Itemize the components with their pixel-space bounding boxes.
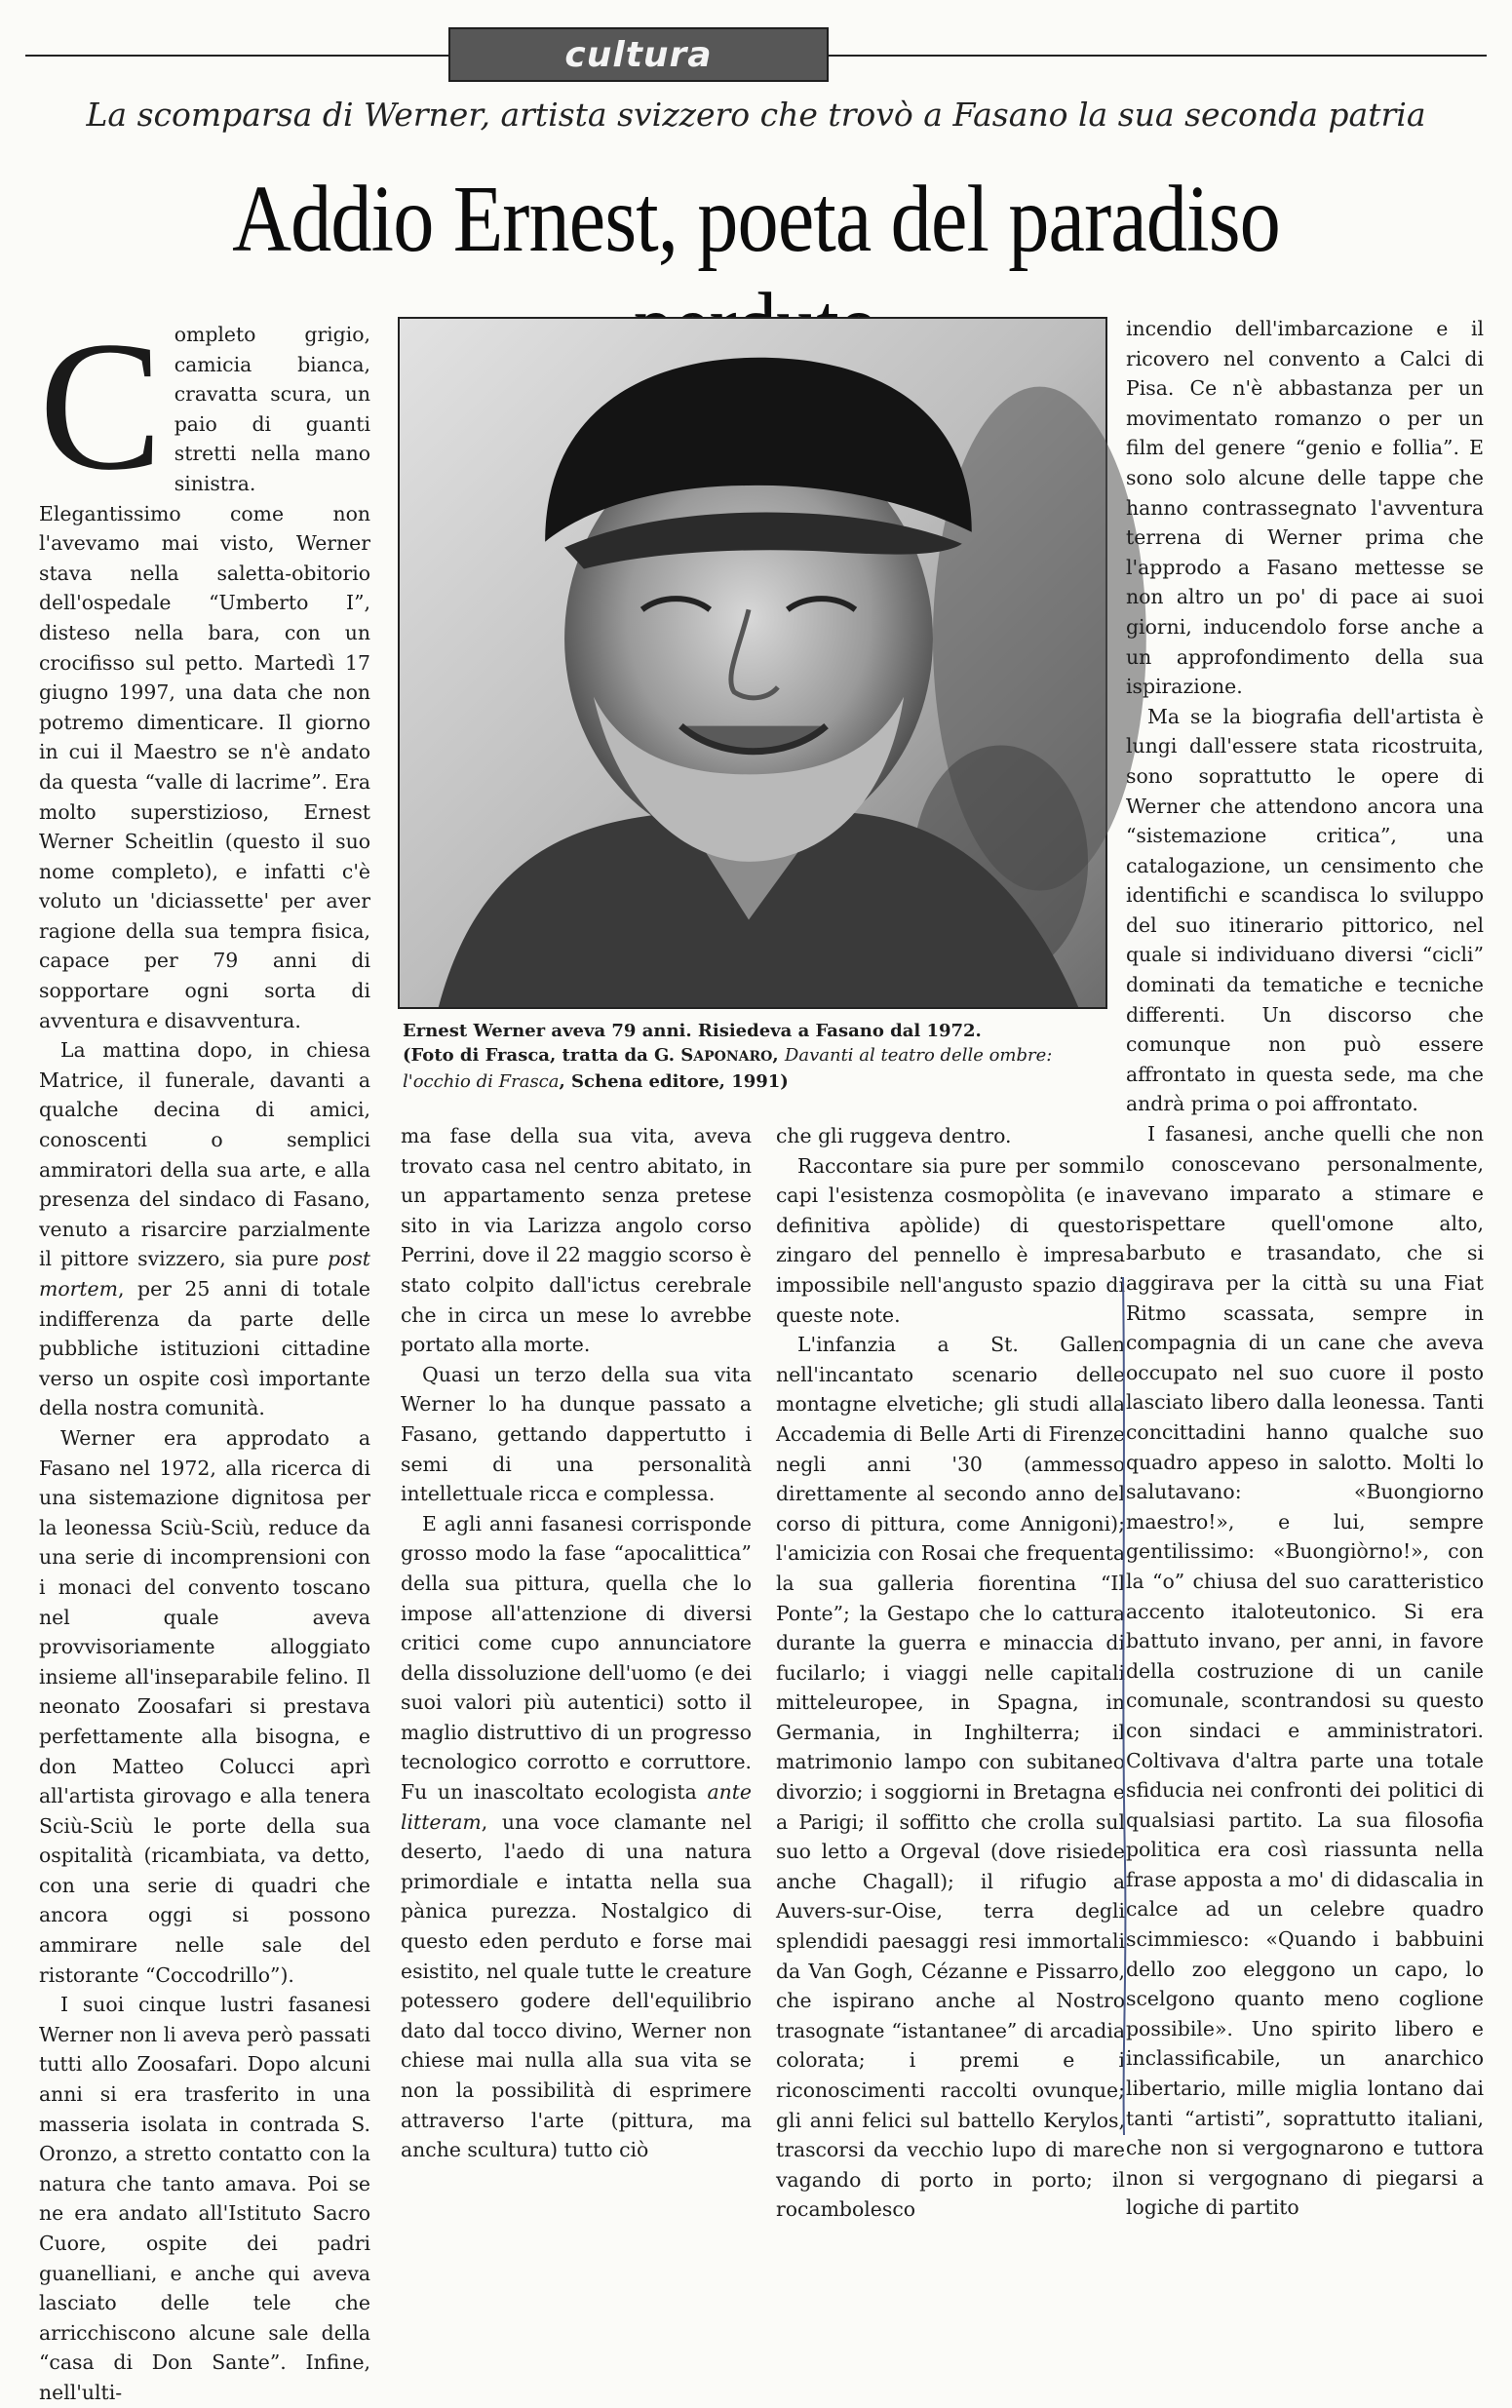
header-rule-right — [824, 55, 1487, 57]
paragraph: incendio dell'imbarcazione e il ricovero nel convento a Calci di Pisa. Ce n'è abbastanza per un movimentato romanzo o per un film del genere “genio e follia”. E sono solo alcune delle tappe che hanno contrassegnato l'avventura terrena di Werner prima che l'approdo a Fasano mettesse se non altro un po' di pace ai suoi giorni, inducendolo forse anche a un approfondimento della sua ispirazione. — [1126, 317, 1484, 699]
article-column-2 — [401, 1121, 752, 2165]
paragraph: I fasanesi, anche quelli che non lo conoscevano personalmente, avevano imparato a stimare e rispettare quell'omone alto, barbuto e trasandato, che si aggirava per la città su una Fiat Ritmo scassata, sempre in compagnia di un cane che aveva occupato nel suo cuore il posto lasciato libero dalla leonessa. Tanti concittadini hanno qualche suo quadro appeso in salotto. Molti lo salutavano: «Buongiorno maestro!», e lui, sempre gentilissimo: «Buongiòrno!», con la “o” chiusa del suo caratteristico accento italoteutonico. Si era battuto invano, per anni, in favore della costruzione di un canile comunale, scontrandosi su questo con sindaci e amministratori. Coltivava d'altra parte una totale sfiducia nei confronti dei politici di qualsiasi partito. La sua filosofia politica era così riassunta nella frase apposta a mo' di didascalia in calce ad un celebre quadro scimmiesco: «Quando i babbuini dello zoo eleggono un capo, lo scelgono quanto meno coglione possibile». Uno spirito libero e inclassificabile, un anarchico libertario, mille miglia lontano dai tanti “artisti”, soprattutto italiani, che non si vergognarono e tuttora non si vergognano di piegarsi a logiche di partito — [1126, 1122, 1484, 2220]
paragraph: Quasi un terzo della sua vita Werner lo ha dunque passato a Fasano, gettando dappertutto i semi di una personalità intellettuale ricca e complessa. — [401, 1362, 752, 1506]
paragraph: Completo grigio, camicia bianca, cravatta scura, un paio di guanti stretti nella mano sinistra. Elegantissimo come non l'avevamo mai visto, Werner stava nella saletta-obitorio dell'ospedale “Umberto I”, disteso nella bara, con un crocifisso sul petto. Martedì 17 giugno 1997, una data che non potremo dimenticare. Il giorno in cui il Maestro se n'è andato da questa “valle di lacrime”. Era molto superstizioso, Ernest Werner Scheitlin (questo il suo nome completo), e infatti c'è voluto un 'diciassette' per aver ragione della sua tempra fisica, capace per 79 anni di sopportare ogni sorta di avventura e disavventura. — [39, 304, 370, 1032]
article-column-1 — [39, 304, 370, 2408]
paragraph: E agli anni fasanesi corrisponde grosso modo la fase “apocalittica” della sua pittura, quella che lo impose all'attenzione di diversi critici come cupo annunciatore della dissoluzione dell'uomo (e dei suoi valori più autentici) sotto il maglio distruttivo di un progresso tecnologico corrotto e corruttore. Fu un inascoltato ecologista ante litteram, una voce clamante nel deserto, l'aedo di una natura primordiale e intatta nella sua pànica purezza. Nostalgico di questo eden perduto e forse mai esistito, nel quale tutte le creature potessero godere dell'equilibrio dato dal tocco divino, Werner non chiese mai nulla alla sua vita se non la possibilità di esprimere attraverso l'arte (pittura, ma anche scultura) tutto ciò — [401, 1511, 752, 2162]
paragraph: Werner era approdato a Fasano nel 1972, alla ricerca di una sistemazione dignitosa per la leonessa Sciù-Sciù, reduce da una serie di incomprensioni con i monaci del convento toscano nel quale aveva provvisoriamente alloggiato insieme all'inseparabile felino. Il neonato Zoosafari si prestava perfettamente alla bisogna, e don Matteo Colucci aprì all'artista girovago e alla tenera Sciù-Sciù le porte della sua ospitalità (ricambiata, va detto, con una serie di quadri che ancora oggi si possono ammirare nelle sale del ristorante “Coccodrillo”). — [39, 1425, 370, 1987]
headline: Addio Ernest, poeta del paradiso — [232, 167, 1280, 272]
paragraph: che gli ruggeva dentro. — [776, 1124, 1012, 1147]
section-label: cultura — [448, 27, 829, 82]
kicker: La scomparsa di Werner, artista svizzero che trovò a Fasano la sua seconda patria — [86, 96, 1426, 134]
caption-line: Ernest Werner aveva 79 anni. Risiedeva a Fasano dal 1972. — [403, 1021, 982, 1041]
paragraph: Raccontare sia pure per sommi capi l'esistenza cosmopòlita (e in definitiva apòlide) di questo zingaro del pennello è impresa impossibile nell'angusto spazio di queste note. — [776, 1153, 1125, 1327]
paragraph: Ma se la biografia dell'artista è lungi dall'essere stata ricostruita, sono soprattutto le opere di Werner che attendono ancora una “sistemazione critica”, una catalogazione, un censimento che identifichi e scandisca lo sviluppo del suo itinerario pittorico, nel quale si individuano diversi “cicli” dominati da tematiche e tecniche differenti. Un discorso che comunque non può essere affrontato in questa sede, ma che andrà prima o poi affrontato. — [1126, 704, 1484, 1116]
paragraph: I suoi cinque lustri fasanesi Werner non li aveva però passati tutti allo Zoosafari. Dopo alcuni anni si era trasferito in una masseria isolata in contrada S. Oronzo, a stretto contatto con la natura che tanto amava. Poi se ne era andato all'Istituto Sacro Cuore, ospite dei padri guanelliani, e anche qui aveva lasciato delle tele che arricchiscono alcune sale della “casa di Don Sante”. Infine, nell'ulti- — [39, 1993, 370, 2404]
paragraph: ma fase della sua vita, aveva trovato casa nel centro abitato, in un appartamento senza pretese sito in via Larizza angolo corso Perrini, dove il 22 maggio scorso è stato colpito dall'ictus cerebrale che in circa un mese lo avrebbe portato alla morte. — [401, 1124, 752, 1357]
article-column-3 — [776, 1121, 1125, 2225]
header-rule-left — [25, 55, 450, 57]
paragraph: L'infanzia a St. Gallen nell'incantato scenario delle montagne elvetiche; gli studi alla Accademia di Belle Arti di Firenze negli anni '30 (ammesso direttamente al secondo anno del corso di pittura, come Annigoni); l'amicizia con Rosai che frequenta la sua galleria fiorentina “Il Ponte”; la Gestapo che lo cattura durante la guerra e minaccia di fucilarlo; i viaggi nelle capitali mitteleuropee, in Spagna, in Germania, in Inghilterra; il matrimonio lampo con subitaneo divorzio; i soggiorni in Bretagna e a Parigi; il soffitto che crolla sul suo letto a Orgeval (dove risiede anche Chagall); il rifugio a Auvers-sur-Oise, terra degli splendidi paesaggi resi immortali da Van Gogh, Cézanne e Pissarro, che ispirano anche al Nostro trasognate “istantanee” di arcadia colorata; i premi e i riconoscimenti raccolti ovunque; gli anni felici sul battello Kerylos, trascorsi da vecchio lupo di mare vagando di porto in porto; il rocambolesco — [776, 1333, 1125, 2222]
portrait-image — [400, 319, 1105, 1007]
caption-source: (Foto di Frasca, tratta da G. SAPONARO, Davanti al teatro delle ombre: l'occhio di Frasca, Schena editore, 1991) — [403, 1045, 1053, 1092]
article-column-4 — [1126, 314, 1484, 2223]
portrait-photo — [398, 317, 1107, 1009]
paragraph: La mattina dopo, in chiesa Matrice, il funerale, davanti a qualche decina di amici, conoscenti o semplici ammiratori della sua arte, e alla presenza del sindaco di Fasano, venuto a risarcire parzialmente il pittore svizzero, sia pure post mortem, per 25 anni di totale indifferenza da parte delle pubbliche istituzioni cittadine verso un ospite così importante della nostra comunità. — [39, 1038, 370, 1420]
drop-cap: C — [39, 304, 163, 509]
photo-caption — [403, 1019, 1109, 1094]
